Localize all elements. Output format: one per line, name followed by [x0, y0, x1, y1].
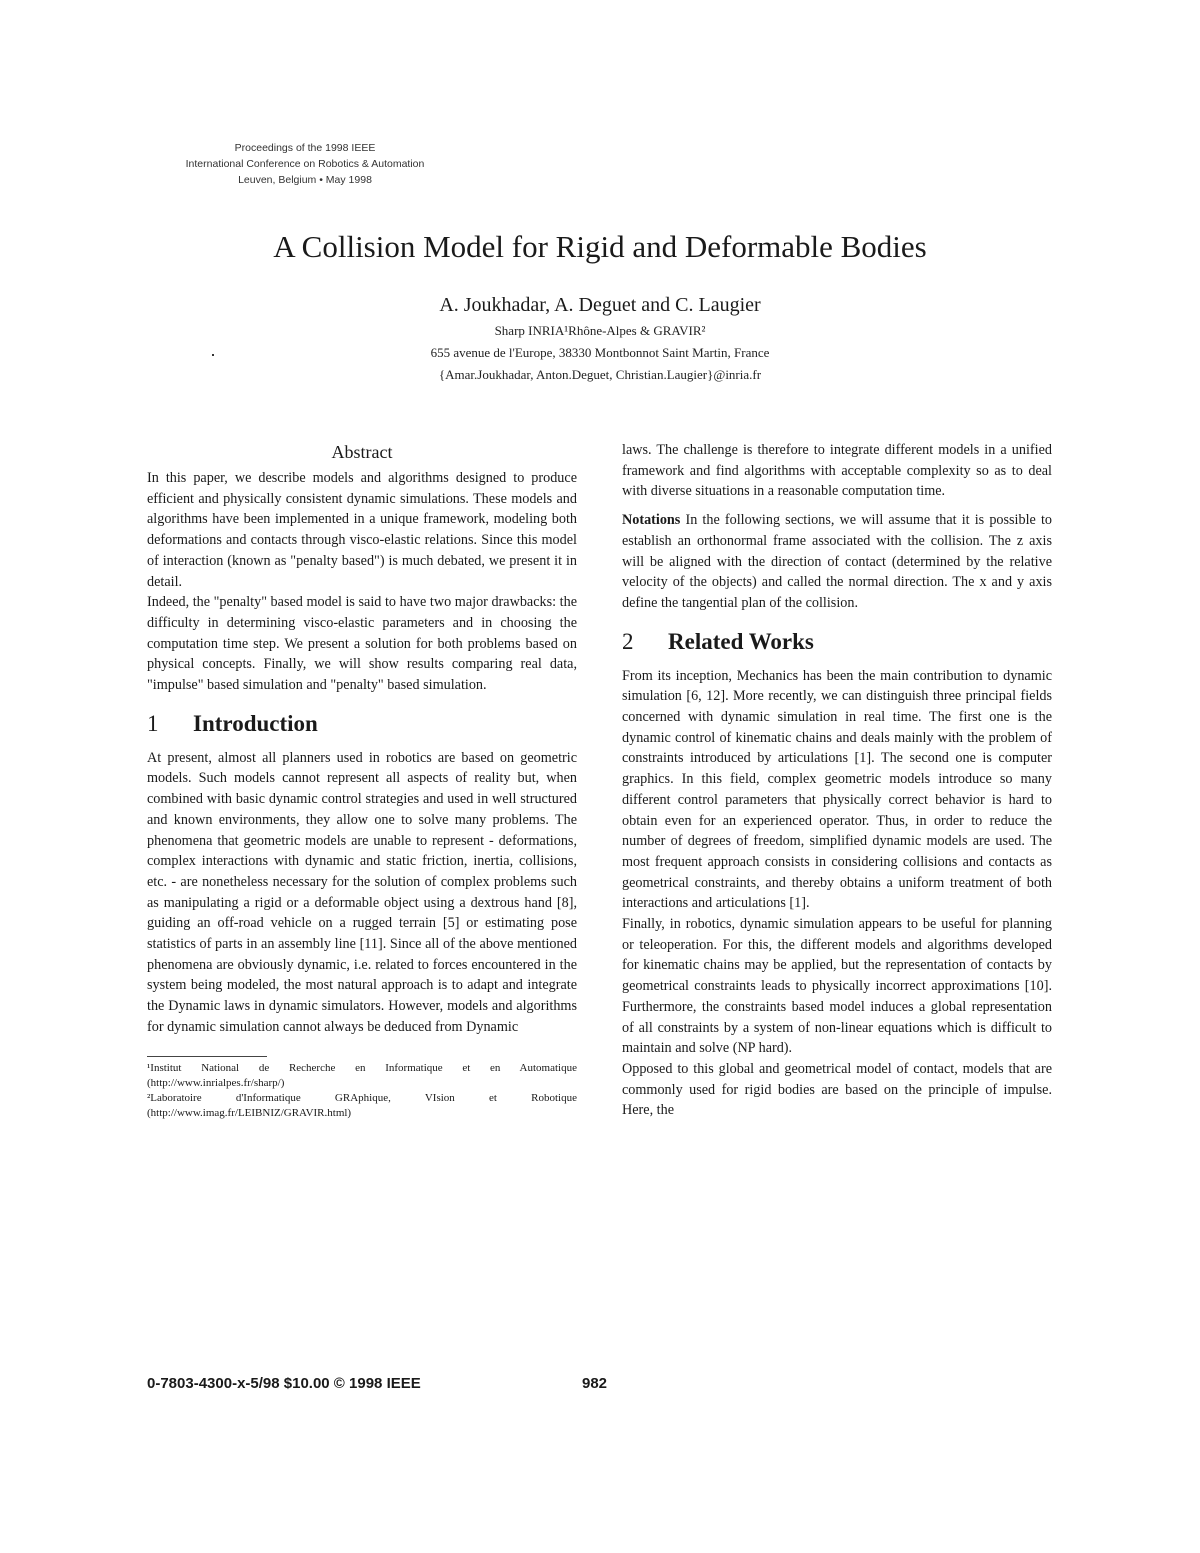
abstract-paragraph-1: In this paper, we describe models and algorithms designed to produce efficient and physically consistent dynamic simulations. These models and algorithms have been implemented in a unique framework, modeling both deformations and contacts through visco-elastic relations. Since this model of interaction (known as "penalty based") is much debated, we present it in detail.	[147, 470, 577, 590]
affiliation-line-3: {Amar.Joukhadar, Anton.Deguet, Christian.Laugier}@inria.fr	[438, 367, 762, 382]
section-number: 1	[147, 710, 159, 736]
abstract-heading: Abstract	[331, 442, 393, 462]
section-title: Related Works	[668, 628, 814, 654]
proceedings-line-3: Leuven, Belgium • May 1998	[238, 174, 372, 186]
affiliation-block	[0, 320, 1200, 386]
related-works-paragraph-1: From its inception, Mechanics has been the main contribution to dynamic simulation [6, 12]. More recently, we can distinguish three principal fields concerned with dynamic simulation in real time. The first one is the dynamic control of kinematic chains and deals mainly with the problem of constraints introduced by articulations [1]. The second one is computer graphics. In this field, complex geometric models introduce so many different control parameters that physically correct behavior is hard to obtain even for an experienced operator. Thus, in order to reduce the number of degrees of freedom, simplified dynamic models are used. The most frequent approach consists in considering collisions and contacts as geometrical constraints, and thereby obtains a uniform treatment of both interactions and articulations [1].	[622, 667, 1052, 912]
footnote-1: ¹Institut National de Recherche en Informatique et en Automatique (http://www.inrialpes.fr/sharp/)	[147, 1061, 577, 1089]
footnote-rule	[147, 1056, 267, 1057]
page-number: 982	[582, 1375, 608, 1392]
left-column	[147, 440, 577, 1121]
introduction-paragraph-1: At present, almost all planners used in robotics are based on geometric models. Such models cannot represent all aspects of reality but, when combined with basic dynamic control strategies and used in well structured and known environments, they allow one to solve many problems. The phenomena that geometric models are unable to represent - deformations, complex interactions with dynamic and static friction, inertia, collisions, etc. - are nonetheless necessary for the solution of complex problems such as manipulating a rigid or a deformable object using a dextrous hand [8], guiding an off-road vehicle on a rugged terrain [5] or estimating pose statistics of parts in an assembly line [11]. Since all of the above mentioned phenomena are obviously dynamic, i.e. related to forces encountered in the system being modeled, the most natural approach is to adapt and integrate the Dynamic laws in dynamic simulators. However, models and algorithms for dynamic simulation cannot always be deduced from Dynamic	[147, 749, 577, 1035]
stray-dot	[212, 354, 214, 356]
section-title: Introduction	[193, 710, 318, 736]
proceedings-header	[140, 140, 470, 188]
notations-text: In the following sections, we will assume that it is possible to establish an orthonormal frame associated with the collision. The z axis will be aligned with the direction of contact (determined by the relative velocity of the objects) and called the normal direction. The x and y axis define the tangential plan of the collision.	[622, 512, 1052, 611]
right-column	[622, 440, 1052, 1121]
notations-label: Notations	[622, 512, 681, 529]
proceedings-line-1: Proceedings of the 1998 IEEE	[234, 142, 376, 154]
paper-authors: A. Joukhadar, A. Deguet and C. Laugier	[439, 294, 761, 316]
abstract-paragraph-2: Indeed, the "penalty" based model is said to have two major drawbacks: the difficulty in determining visco-elastic parameters and in choosing the computation time step. We present a solution for both problems based on physical concepts. Finally, we will show results comparing real data, "impulse" based simulation and "penalty" based simulation.	[147, 594, 577, 694]
related-works-paragraph-3: Opposed to this global and geometrical model of contact, models that are commonly used for rigid bodies are based on the principle of impulse. Here, the	[622, 1060, 1052, 1119]
footnote-2: ²Laboratoire d'Informatique GRAphique, VIsion et Robotique (http://www.imag.fr/LEIBNIZ/GRAVIR.html)	[147, 1091, 577, 1119]
proceedings-line-2: International Conference on Robotics & Automation	[185, 158, 425, 170]
affiliation-line-1: Sharp INRIA¹Rhône-Alpes & GRAVIR²	[494, 323, 706, 338]
notations-paragraph	[622, 510, 1052, 614]
intro-continuation: laws. The challenge is therefore to integrate different models in a unified framework and find algorithms with acceptable complexity so as to deal with diverse situations in a reasonable computation time.	[622, 442, 1052, 500]
affiliation-line-2: 655 avenue de l'Europe, 38330 Montbonnot Saint Martin, France	[430, 345, 770, 360]
section-heading-related-works	[622, 628, 1052, 656]
paper-title: A Collision Model for Rigid and Deformable Bodies	[273, 229, 927, 264]
footer-isbn: 0-7803-4300-x-5/98 $10.00 © 1998 IEEE	[147, 1375, 421, 1392]
related-works-paragraph-2: Finally, in robotics, dynamic simulation appears to be useful for planning or teleoperation. For this, the different models and algorithms developed for kinematic chains may be applied, but the representation of contacts by geometrical constraints leads to physically incorrect approximations [10]. Furthermore, the constraints based model induces a global representation of all constraints by a system of non-linear equations which is difficult to maintain and solve (NP hard).	[622, 916, 1052, 1057]
section-heading-introduction	[147, 710, 577, 738]
section-number: 2	[622, 628, 634, 654]
